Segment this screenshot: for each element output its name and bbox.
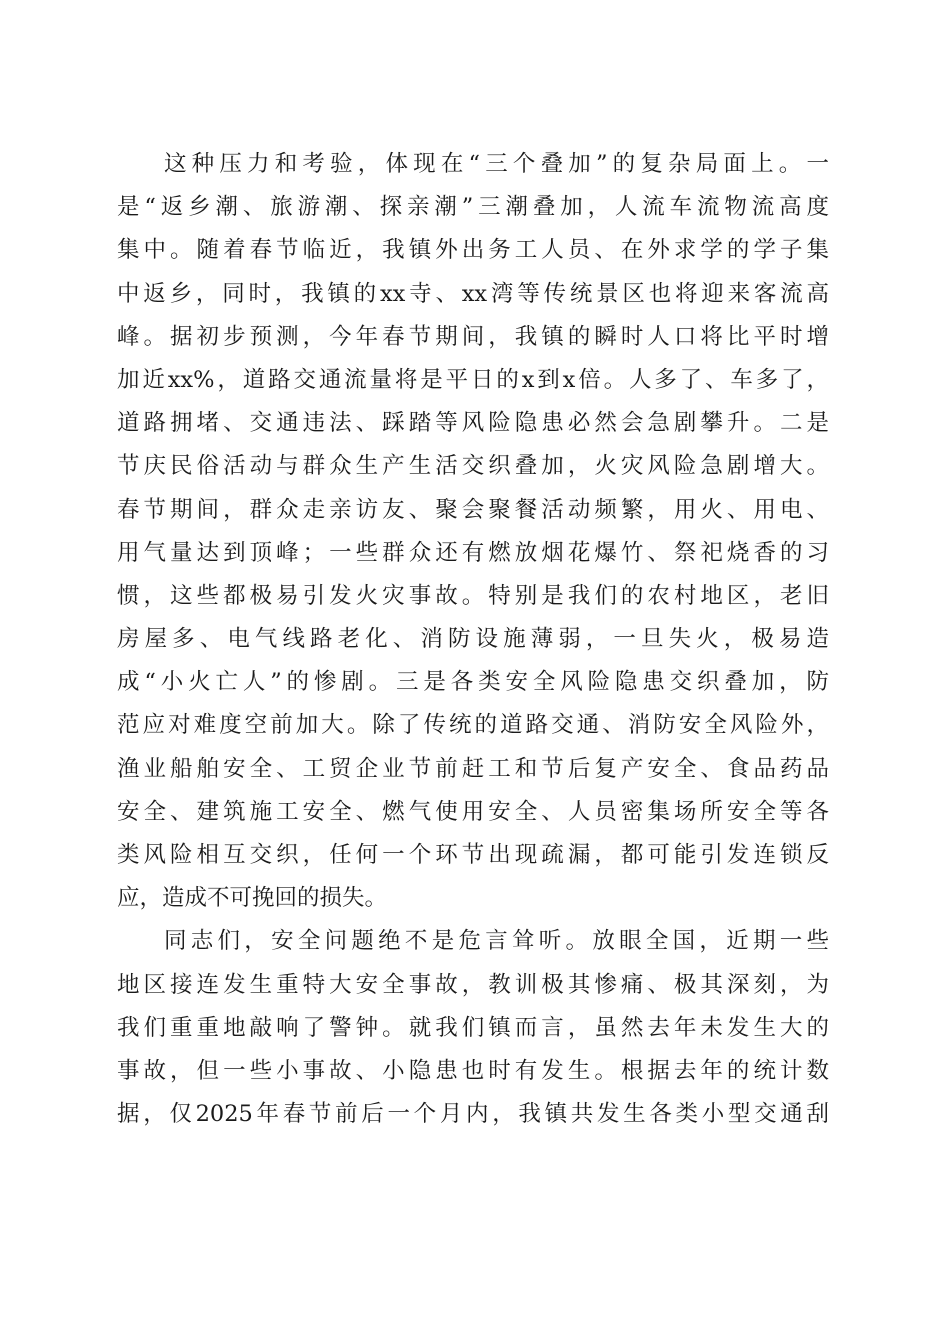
- paragraph-1-line-4: 中返乡，同时，我镇的xx寺、xx湾等传统景区也将迎来客流高: [117, 280, 829, 307]
- paragraph-1-line-18: 应，造成不可挽回的损失。: [117, 885, 388, 912]
- paragraph-2-line-1: 同志们，安全问题绝不是危言耸听。放眼全国，近期一些: [164, 928, 829, 955]
- paragraph-2-line-2: 地区接连发生重特大安全事故，教训极其惨痛、极其深刻，为: [117, 971, 829, 998]
- paragraph-1-line-6: 加近xx%，道路交通流量将是平日的x到x倍。人多了、车多了，: [117, 366, 829, 393]
- paragraph-1-line-13: 成“小火亡人”的惨剧。三是各类安全风险隐患交织叠加，防: [117, 669, 829, 696]
- paragraph-1-line-14: 范应对难度空前加大。除了传统的道路交通、消防安全风险外，: [117, 712, 829, 739]
- paragraph-1-line-16: 安全、建筑施工安全、燃气使用安全、人员密集场所安全等各: [117, 798, 829, 825]
- paragraph-2-line-5: 据，仅2025年春节前后一个月内，我镇共发生各类小型交通刮: [117, 1101, 829, 1128]
- paragraph-1-line-9: 春节期间，群众走亲访友、聚会聚餐活动频繁，用火、用电、: [117, 496, 829, 523]
- paragraph-1-line-5: 峰。据初步预测，今年春节期间，我镇的瞬时人口将比平时增: [117, 323, 829, 350]
- paragraph-1-line-1: 这种压力和考验，体现在“三个叠加”的复杂局面上。一: [164, 151, 829, 177]
- paragraph-1-line-12: 房屋多、电气线路老化、消防设施薄弱，一旦失火，极易造: [117, 626, 829, 653]
- paragraph-1-line-8: 节庆民俗活动与群众生产生活交织叠加，火灾风险急剧增大。: [117, 453, 829, 480]
- paragraph-2-line-4: 事故，但一些小事故、小隐患也时有发生。根据去年的统计数: [117, 1057, 829, 1084]
- paragraph-1-line-11: 惯，这些都极易引发火灾事故。特别是我们的农村地区，老旧: [117, 582, 829, 609]
- paragraph-1-line-10: 用气量达到顶峰；一些群众还有燃放烟花爆竹、祭祀烧香的习: [117, 539, 829, 566]
- paragraph-2-line-3: 我们重重地敲响了警钟。就我们镇而言，虽然去年未发生大的: [117, 1014, 829, 1041]
- paragraph-1-line-3: 集中。随着春节临近，我镇外出务工人员、在外求学的学子集: [117, 237, 829, 264]
- paragraph-1-line-15: 渔业船舶安全、工贸企业节前赶工和节后复产安全、食品药品: [117, 755, 829, 782]
- paragraph-1-line-17: 类风险相互交织，任何一个环节出现疏漏，都可能引发连锁反: [117, 842, 829, 868]
- paragraph-1-line-7: 道路拥堵、交通违法、踩踏等风险隐患必然会急剧攀升。二是: [117, 410, 829, 437]
- body-text: [117, 143, 829, 1136]
- paragraph-1-line-2: 是“返乡潮、旅游潮、探亲潮”三潮叠加，人流车流物流高度: [117, 194, 829, 221]
